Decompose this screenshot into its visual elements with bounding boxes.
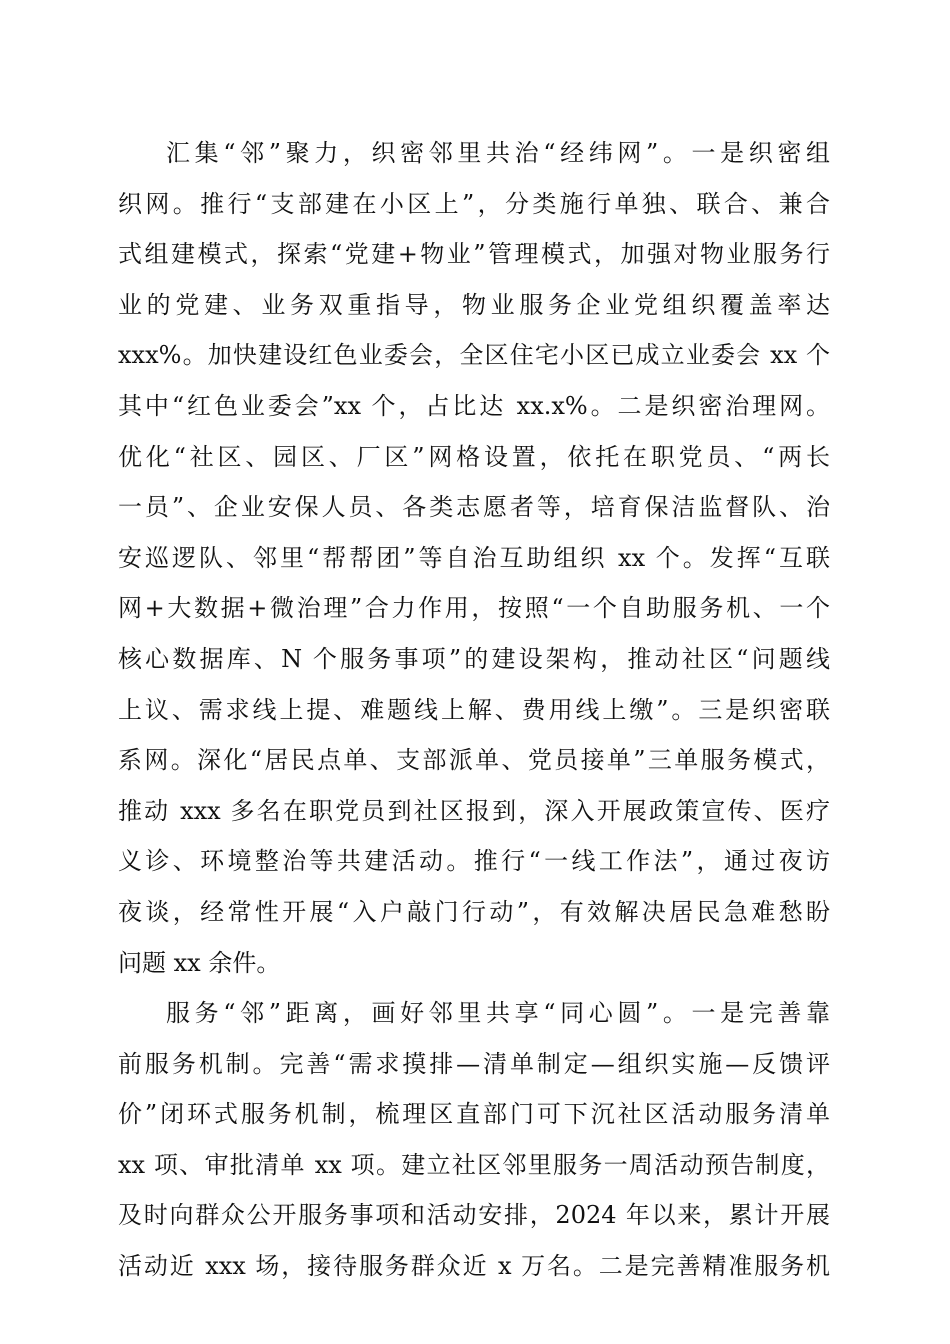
text-line: 网+大数据+微治理”合力作用，按照“一个自助服务机、一个 bbox=[118, 594, 830, 623]
text-line: 义诊、环境整治等共建活动。推行“一线工作法”，通过夜访 bbox=[118, 847, 830, 876]
text-line: 活动近 xxx 场，接待服务群众近 x 万名。二是完善精准服务机 bbox=[118, 1252, 830, 1281]
paragraph-1 bbox=[118, 128, 830, 988]
text-line: 织网。推行“支部建在小区上”，分类施行单独、联合、兼合 bbox=[118, 189, 830, 218]
text-line: 问题 xx 余件。 bbox=[118, 948, 281, 977]
text-line: xxx%。加快建设红色业委会，全区住宅小区已成立业委会 xx 个 bbox=[118, 341, 830, 370]
document-body bbox=[118, 128, 830, 1292]
text-line: 价”闭环式服务机制，梳理区直部门可下沉社区活动服务清单 bbox=[118, 1100, 830, 1129]
text-line: 前服务机制。完善“需求摸排—清单制定—组织实施—反馈评 bbox=[118, 1049, 830, 1078]
text-line: 业的党建、业务双重指导，物业服务企业党组织覆盖率达 bbox=[118, 290, 830, 319]
text-line: xx 项、审批清单 xx 项。建立社区邻里服务一周活动预告制度， bbox=[118, 1150, 830, 1179]
text-line: 核心数据库、N 个服务事项”的建设架构，推动社区“问题线 bbox=[118, 644, 830, 673]
text-line: 推动 xxx 多名在职党员到社区报到，深入开展政策宣传、医疗 bbox=[118, 796, 830, 825]
text-line: 安巡逻队、邻里“帮帮团”等自治互助组织 xx 个。发挥“互联 bbox=[118, 543, 830, 572]
text-line: 汇集“邻”聚力，织密邻里共治“经纬网”。一是织密组 bbox=[166, 139, 830, 167]
text-line: 一员”、企业安保人员、各类志愿者等，培育保洁监督队、治 bbox=[118, 493, 830, 522]
text-line: 其中“红色业委会”xx 个，占比达 xx.x%。二是织密治理网。 bbox=[118, 391, 830, 420]
text-line: 及时向群众公开服务事项和活动安排，2024 年以来，累计开展 bbox=[118, 1201, 830, 1230]
text-line: 系网。深化“居民点单、支部派单、党员接单”三单服务模式， bbox=[118, 746, 830, 775]
text-line: 服务“邻”距离，画好邻里共享“同心圆”。一是完善靠 bbox=[166, 999, 830, 1028]
text-line: 优化“社区、园区、厂区”网格设置，依托在职党员、“两长 bbox=[118, 442, 830, 471]
text-line: 式组建模式，探索“党建+物业”管理模式，加强对物业服务行 bbox=[118, 240, 830, 269]
text-line: 上议、需求线上提、难题线上解、费用线上缴”。三是织密联 bbox=[118, 695, 830, 724]
paragraph-2 bbox=[118, 988, 830, 1292]
text-line: 夜谈，经常性开展“入户敲门行动”，有效解决居民急难愁盼 bbox=[118, 897, 830, 926]
